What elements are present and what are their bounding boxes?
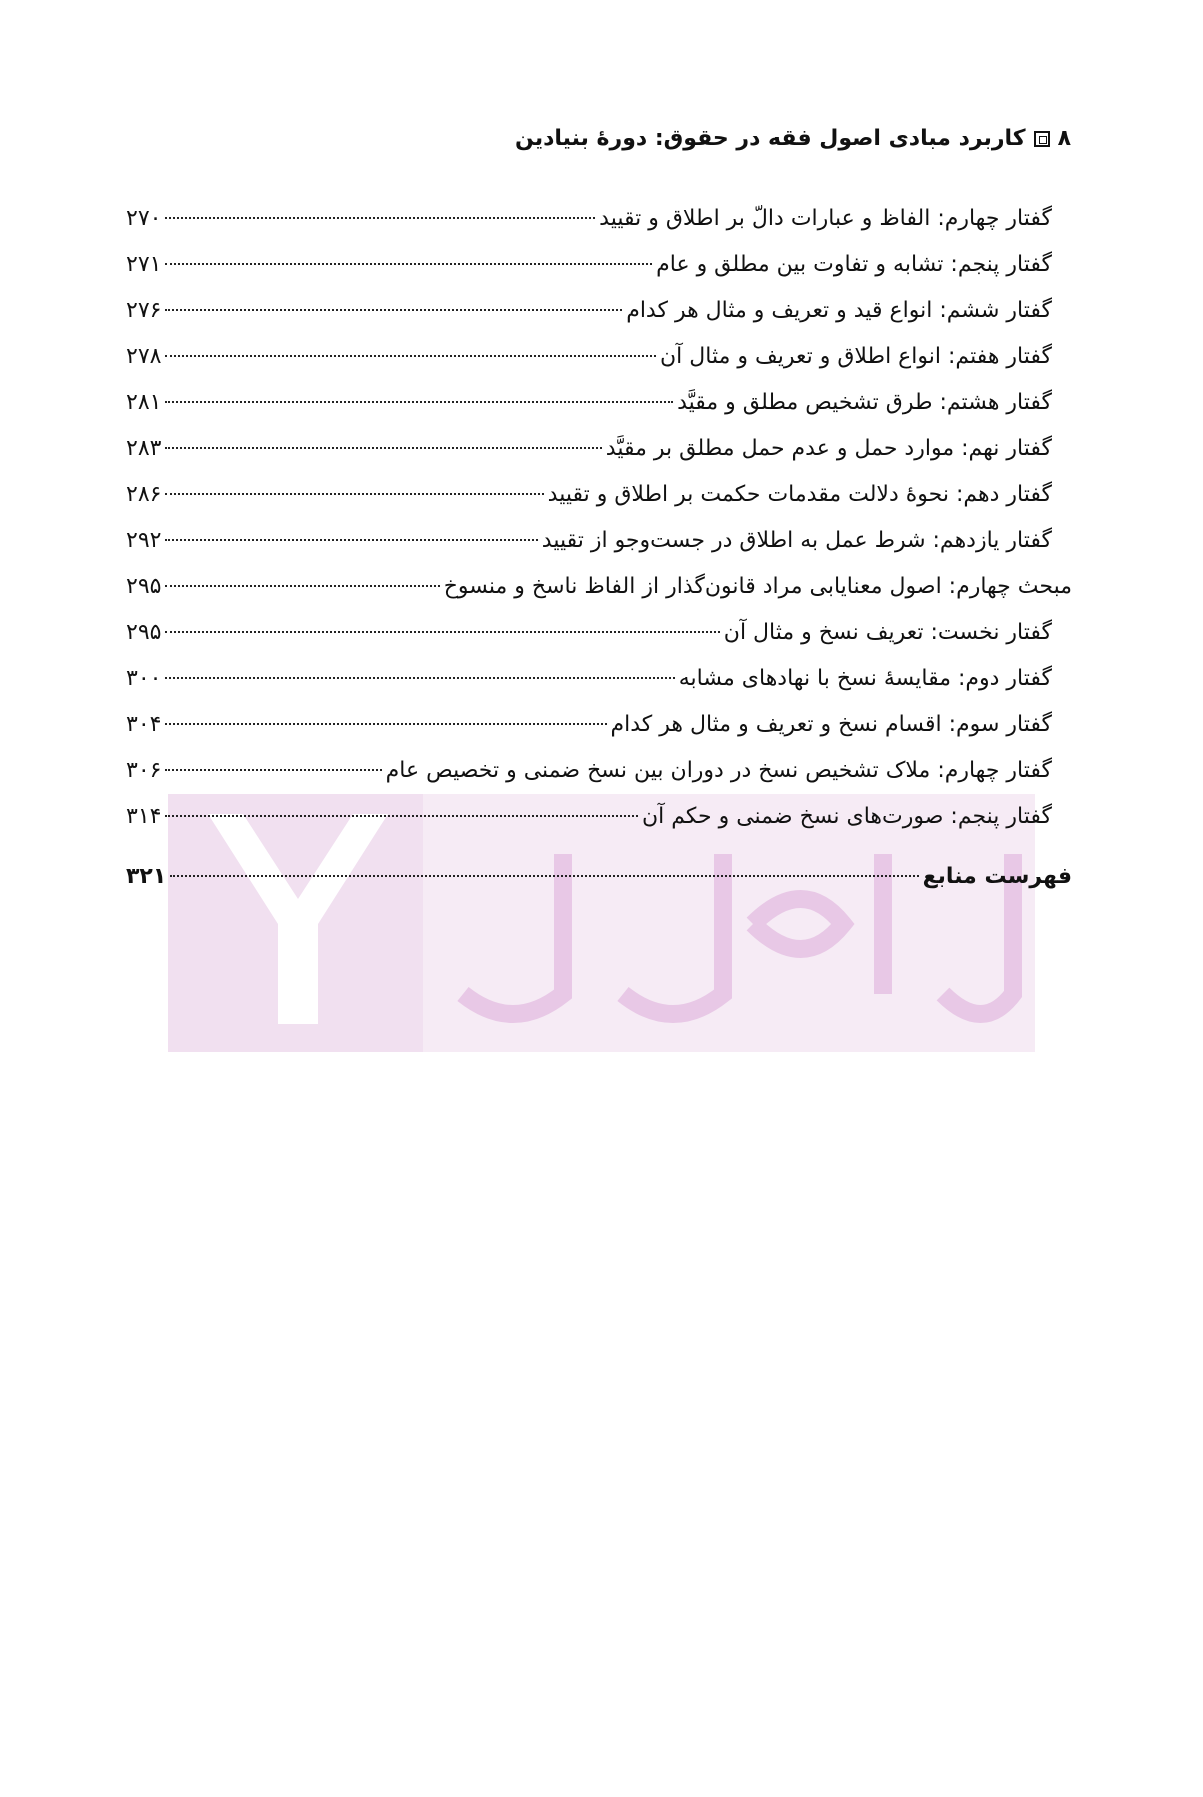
dot-leader	[165, 355, 656, 357]
toc-entry-title: گفتار ششم: انواع قید و تعریف و مثال هر کدام	[626, 298, 1052, 323]
toc-entry-page: ۲۹۵	[126, 620, 162, 645]
page-number: ۸	[1057, 126, 1071, 151]
toc-entry-page: ۲۷۶	[126, 298, 162, 323]
dot-leader	[165, 401, 673, 403]
toc-entry-title: گفتار نهم: موارد حمل و عدم حمل مطلق بر مقیَّد	[605, 436, 1052, 461]
dot-leader	[165, 631, 719, 633]
book-title: کاربرد مبادی اصول فقه در حقوق: دورهٔ بنیادین	[515, 126, 1026, 151]
toc-entry-title: گفتار هشتم: طرق تشخیص مطلق و مقیَّد	[677, 390, 1052, 415]
toc-entry[interactable]	[126, 380, 1072, 426]
toc-entry[interactable]	[126, 748, 1072, 794]
toc-entry-title: گفتار نخست: تعریف نسخ و مثال آن	[723, 620, 1052, 645]
toc-entry-page: ۳۲۱	[126, 864, 167, 889]
toc-entry-page: ۲۹۲	[126, 528, 162, 553]
toc-entry-page: ۲۹۵	[126, 574, 162, 599]
page-header	[515, 126, 1071, 151]
toc-entry-title: گفتار سوم: اقسام نسخ و تعریف و مثال هر کدام	[610, 712, 1052, 737]
toc-entry[interactable]	[126, 564, 1072, 610]
dot-leader	[165, 217, 595, 219]
toc-entry-title: گفتار دهم: نحوهٔ دلالت مقدمات حکمت بر اطلاق و تقیید	[547, 482, 1052, 507]
dot-leader	[165, 585, 439, 587]
toc-entry-page: ۳۰۰	[126, 666, 162, 691]
dot-leader	[165, 263, 652, 265]
toc-entry-title: گفتار دوم: مقایسهٔ نسخ با نهادهای مشابه	[678, 666, 1052, 691]
toc-entry-title: گفتار پنجم: صورت‌های نسخ ضمنی و حکم آن	[641, 804, 1052, 829]
box-icon	[1034, 131, 1050, 147]
dot-leader	[165, 723, 606, 725]
toc-entry[interactable]	[126, 334, 1072, 380]
toc-entry-title: گفتار پنجم: تشابه و تفاوت بین مطلق و عام	[656, 252, 1052, 277]
toc-entry-title: گفتار چهارم: ملاک تشخیص نسخ در دوران بین نسخ ضمنی و تخصیص عام	[385, 758, 1052, 783]
toc-entry-title: گفتار چهارم: الفاظ و عبارات دالّ بر اطلاق و تقیید	[599, 206, 1052, 231]
toc-entry[interactable]	[126, 472, 1072, 518]
dot-leader	[170, 875, 918, 877]
toc-entry-page: ۳۰۶	[126, 758, 162, 783]
toc-entry[interactable]	[126, 242, 1072, 288]
toc-entry-title: فهرست منابع	[922, 864, 1072, 889]
toc-entry-page: ۲۷۰	[126, 206, 162, 231]
toc-entry-title: گفتار یازدهم: شرط عمل به اطلاق در جست‌وجو از تقیید	[541, 528, 1052, 553]
toc-entry-page: ۲۸۳	[126, 436, 162, 461]
toc-entry[interactable]	[126, 518, 1072, 564]
toc-entry-page: ۳۱۴	[126, 804, 162, 829]
toc-entry[interactable]	[126, 610, 1072, 656]
toc-entry-title: مبحث چهارم: اصول معنایابی مراد قانون‌گذار از الفاظ ناسخ و منسوخ	[443, 574, 1072, 599]
dot-leader	[165, 677, 674, 679]
toc-entry[interactable]	[126, 288, 1072, 334]
dot-leader	[165, 769, 381, 771]
dot-leader	[165, 539, 537, 541]
toc-entry-page: ۲۸۶	[126, 482, 162, 507]
toc-entry[interactable]	[126, 794, 1072, 840]
toc-entry[interactable]	[126, 702, 1072, 748]
dot-leader	[165, 447, 601, 449]
dot-leader	[165, 309, 622, 311]
toc-entry[interactable]	[126, 196, 1072, 242]
dot-leader	[165, 493, 543, 495]
toc-entry[interactable]	[126, 426, 1072, 472]
toc-entry[interactable]	[126, 656, 1072, 702]
table-of-contents	[126, 196, 1072, 900]
toc-entry-title: گفتار هفتم: انواع اطلاق و تعریف و مثال آن	[660, 344, 1052, 369]
dot-leader	[165, 815, 637, 817]
toc-entry-page: ۲۷۸	[126, 344, 162, 369]
toc-entry-page: ۳۰۴	[126, 712, 162, 737]
toc-entry[interactable]	[126, 854, 1072, 900]
toc-entry-page: ۲۸۱	[126, 390, 162, 415]
toc-entry-page: ۲۷۱	[126, 252, 162, 277]
